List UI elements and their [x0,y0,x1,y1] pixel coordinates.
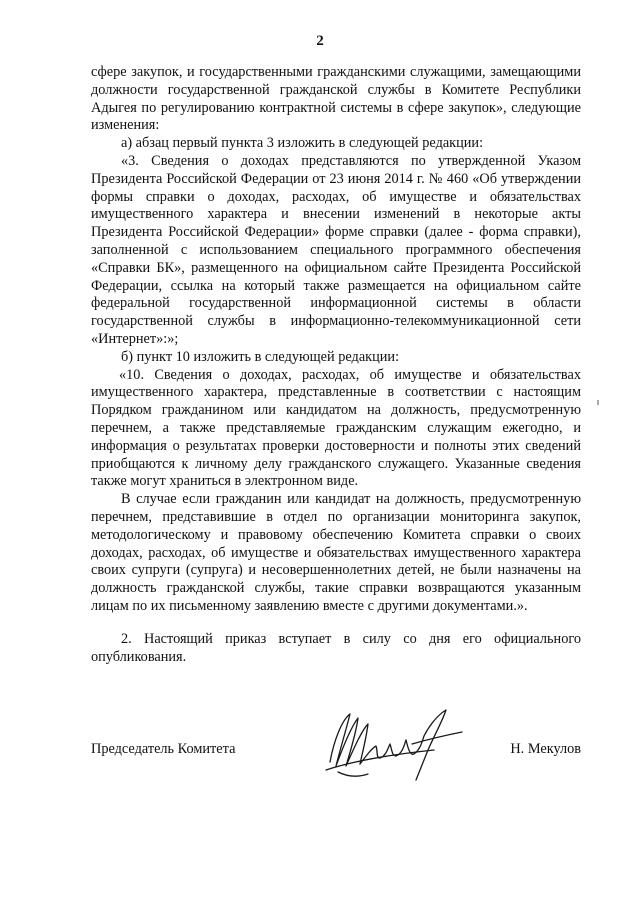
paragraph-spacer [91,616,581,631]
paragraph-effective-date: 2. Настоящий приказ вступает в силу со дня его официального опубликования. [91,630,581,665]
paragraph-clause-10: «10. Сведения о доходах, расходах, об имуществе и обязательствах имущественного характера, представленные в соответствии с настоящим Порядком гражданином или кандидатом на должность, предусмотренную перечнем, а также представляемые гражданским служащим ежегодно, и информация о результатах проверки достоверности и полноты этих сведений приобщаются к личному делу гражданского служащего. Указанные сведения также могут храниться в электронном виде. [91,366,581,490]
paragraph-intro: сфере закупок, и государственными гражданскими служащими, замещающими должности государственной гражданской службы в Комитете Республики Адыгея по регулированию контрактной системы в сфере закупок», следующие изменения: [91,64,581,134]
paragraph-return-rule: В случае если гражданин или кандидат на должность, предусмотренную перечнем, представившие в отдел по организации мониторинга закупок, методологическому и правовому обеспечению Комитета справки о своих доходах, расходах, об имуществе и обязательствах имущественного характера своих супруги (супруга) и несовершеннолетних детей, не были назначены на должность гражданской службы, такие справки возвращаются указанным лицам по их письменному заявлению вместе с другими документами.». [91,491,581,614]
paragraph-item-b: б) пункт 10 изложить в следующей редакции: [121,348,400,365]
paragraph-clause-3: «3. Сведения о доходах представляются по утвержденной Указом Президента Российской Федерации от 23 июня 2014 г. № 460 «Об утверждении формы справки о доходах, расходах, об имуществе и обязательствах имущественного характера и внесении изменений в некоторые акты Президента Российской Федерации» форме справки (далее - форма справки), заполненной с использованием специального программного обеспечения «Справки БК», размещенного на официальном сайте Президента Российской Федерации, ссылка на который также размещается на официальном сайте федеральной государственной информационной системы в области государственной службы в информационно-телекоммуникационной сети «Интернет»:»; [91,152,581,347]
margin-tick-mark [596,400,600,405]
paragraph-item-a: а) абзац первый пункта 3 изложить в следующей редакции: [121,135,484,152]
signatory-name: Н. Мекулов [510,741,581,757]
page-number: 2 [316,33,324,49]
signatory-title: Председатель Комитета [91,741,236,757]
signature-block [91,741,581,761]
document-body [91,64,581,666]
